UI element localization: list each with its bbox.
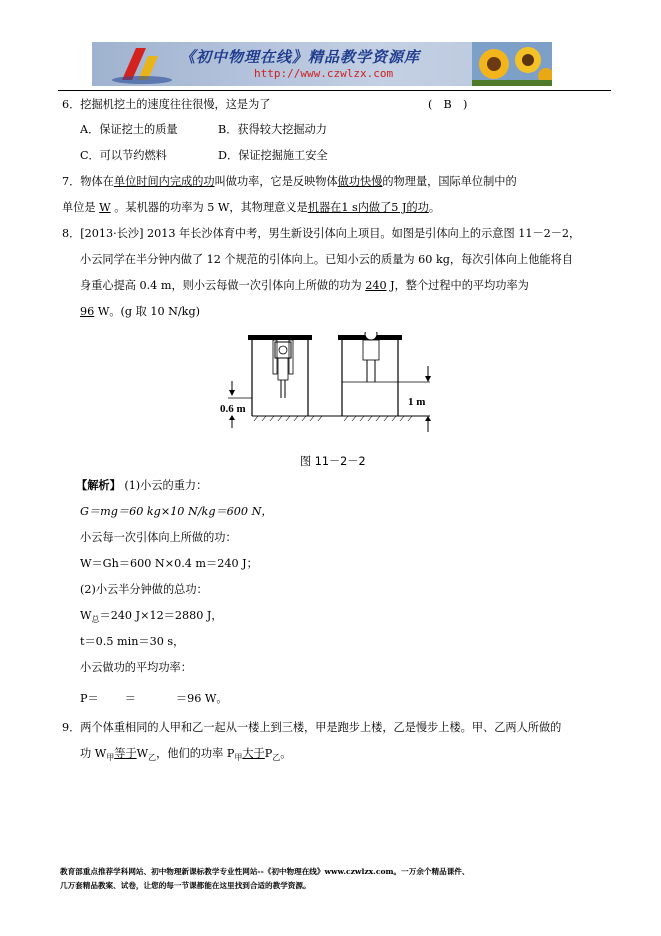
q9-blank-work: 等于 [114, 747, 137, 760]
label-right-height: 1 m [408, 396, 426, 408]
solution-line4: W＝Gh＝600 N×0.4 m＝240 J； [80, 557, 258, 570]
q9-line2: 功 $W_甲$等于$W_乙$，他们的功率 $P_甲$大于$P_乙$。 [80, 747, 292, 763]
q6-answer: ( B ) [428, 98, 468, 111]
q6-option-c: C．可以节约燃料 [80, 149, 167, 162]
q8-line1: 8．[2013·长沙] 2013 年长沙体育中考，男生新设引体向上项目。如图是引体向上的示意图 11－2－2， [62, 227, 581, 240]
q8-line3: 身重心提高 0.4 m，则小云每做一次引体向上所做的功为 240 J，整个过程中的平均功率为 [80, 279, 529, 292]
q7-blank-meaning: 做功快慢 [337, 175, 383, 188]
solution-line8: 小云做功的平均功率： [80, 661, 192, 674]
banner-url[interactable]: http://www.czwlzx.com [254, 67, 394, 80]
q7-blank-physical-meaning: 机器在1 s内做了5 J的功 [307, 201, 429, 214]
q8-line4: 96 W。(g 取 10 N/kg) [80, 305, 200, 318]
solution-line1: 【解析】 (1)小云的重力： [76, 478, 208, 492]
q7-line1: 7．物体在单位时间内完成的功叫做功率，它是反映物体做功快慢的物理量，国际单位制中的 [62, 175, 517, 188]
sunflower-image [472, 42, 552, 86]
q7-blank-definition: 单位时间内完成的功 [113, 175, 215, 188]
q8-blank-work: 240 [365, 279, 387, 292]
solution-line2: G＝mg＝60 kg×10 N/kg＝600 N， [80, 505, 273, 518]
label-left-height: 0.6 m [220, 403, 246, 415]
solution-tag: 【解析】 [76, 478, 121, 492]
site-logo [102, 42, 182, 86]
q8-blank-power: 96 [80, 305, 95, 318]
footer-line2: 几万套精品教案、试卷，让您的每一节课都能在这里找到合适的教学资源。 [60, 881, 311, 890]
q6-option-b: B．获得较大挖掘动力 [218, 123, 327, 136]
banner-title: 《初中物理在线》精品教学资源库 [180, 48, 421, 66]
solution-line7: t＝0.5 min＝30 s， [80, 635, 185, 648]
footer-line1: 教育部重点推荐学科网站、初中物理新课标教学专业性网站--《初中物理在线》www.czwlzx.com。一万余个精品课件、 [60, 867, 470, 876]
solution-line9: P＝ ＝ ＝96 W。 [80, 692, 228, 705]
q9-line1: 9．两个体重相同的人甲和乙一起从一楼上到三楼，甲是跑步上楼，乙是慢步上楼。甲、乙两人所做的 [62, 721, 562, 734]
header-rule [58, 90, 611, 91]
q6-option-d: D．保证挖掘施工安全 [218, 149, 328, 162]
header-banner [92, 42, 552, 86]
figure-caption: 图 11－2－2 [300, 455, 366, 468]
solution-line5: (2)小云半分钟做的总功： [80, 583, 208, 596]
solution-line6: $W_总=240$ J×12＝2880 J， [80, 609, 223, 625]
q7-blank-unit: W [99, 201, 111, 214]
q7-line2: 单位是 W 。某机器的功率为 5 W，其物理意义是机器在1 s内做了5 J的功。 [62, 201, 441, 214]
q8-line2: 小云同学在半分钟内做了 12 个规范的引体向上。已知小云的质量为 60 kg，每次引体向上他能将自 [80, 253, 573, 266]
pull-up-diagram [218, 332, 458, 442]
q6-option-a: A．保证挖土的质量 [80, 123, 178, 136]
q9-blank-power: 大于 [242, 747, 265, 760]
q6-stem: 6．挖掘机挖土的速度往往很慢，这是为了 [62, 98, 271, 111]
solution-line3: 小云每一次引体向上所做的功： [80, 531, 237, 544]
